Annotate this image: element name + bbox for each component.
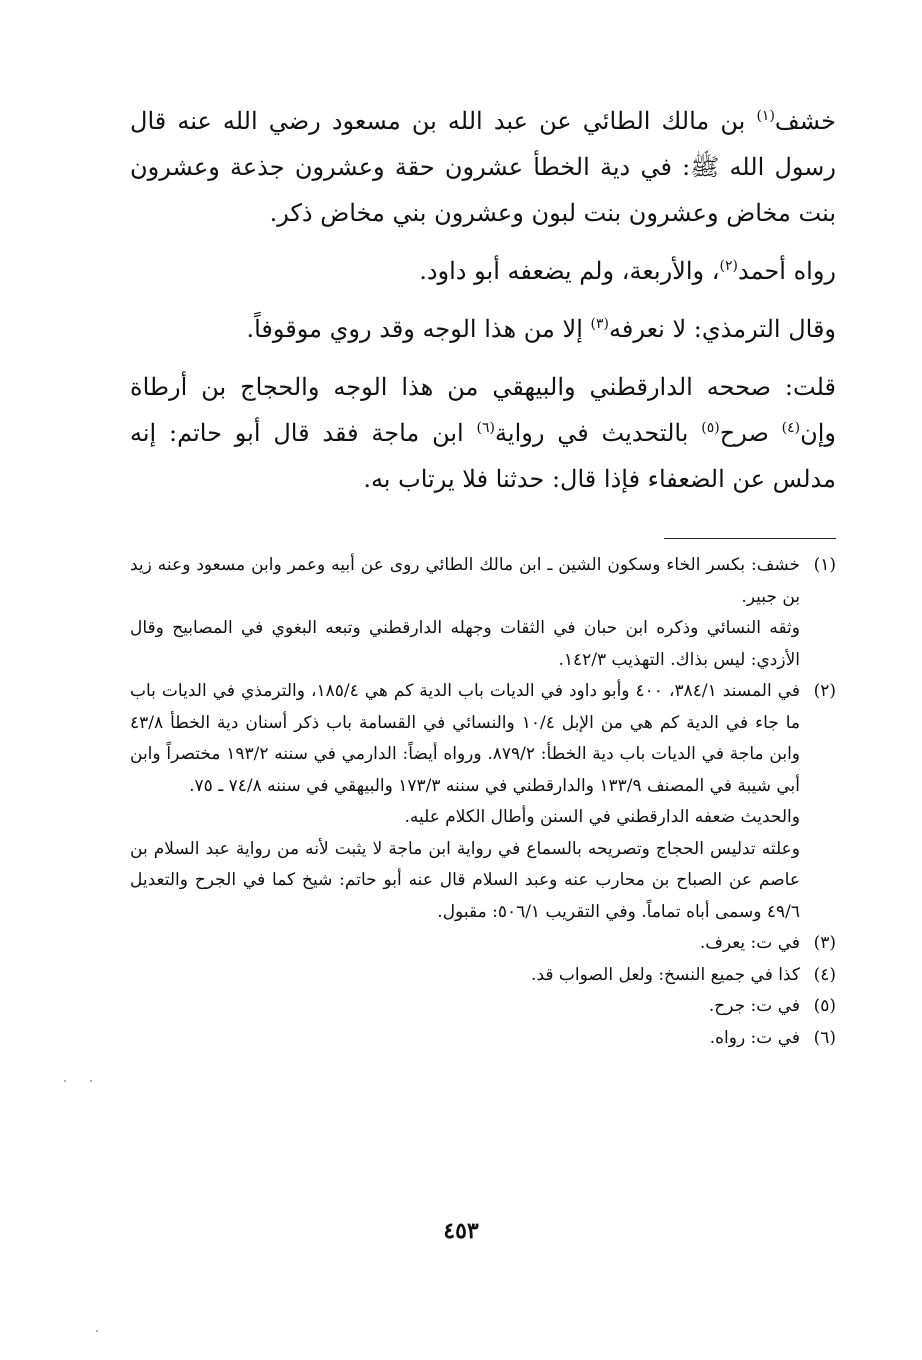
footnote-5 [130,991,836,1023]
paragraph-narration [130,248,836,294]
text-run: صرح [719,419,782,447]
text-run: رواه أحمد [737,257,836,285]
footnote-ref-1: (١) [756,108,775,124]
text-run: بالتحديث في رواية [495,419,702,447]
footnote-4 [130,960,836,992]
footnote-6 [130,1023,836,1055]
text-run: ابن ماجة فقد قال أبو حاتم: إنه مدلس عن الضعفاء فإذا قال: حدثنا فلا يرتاب به. [130,419,836,493]
footnote-ref-4: (٤) [781,420,801,436]
footnote-text: في المسند ٣٨٤/١، ٤٠٠ وأبو داود في الديات باب الدية كم هي ١٨٥/٤، والترمذي في الديات باب ما جاء في الدية كم هي من الإبل ١٠/٤ والنسائي في القسامة باب ذكر أسنان دية الخطأ ٤٣/٨ وابن ماجة في الديات باب دية الخطأ: ٨٧٩/٢. ورواه أيضاً: الدارمي في سننه ١٩٣/٢ مختصراً وابن أبي شيبة في المصنف ١٣٣/٩ والدارقطني في سننه ١٧٣/٣ والبيهقي في سننه ٧٤/٨ ـ ٧٥. [130,681,801,796]
footnote-text: في ت: رواه. [709,1027,800,1048]
footnote-number: (٥) [813,996,836,1016]
footnote-number: (٤) [813,964,836,985]
footnote-text: كذا في جميع النسخ: ولعل الصواب قد. [531,964,800,985]
footnote-1 [130,550,836,613]
scan-speck [90,1080,92,1082]
footnote-ref-6: (٦) [476,420,496,436]
footnote-text: في ت: جرح. [708,996,800,1016]
footnote-number: (٦) [813,1027,836,1048]
footnote-text: في ت: يعرف. [699,933,800,953]
paragraph-hadith [130,98,836,236]
footnote-ref-3: (٣) [590,316,609,332]
paragraph-comment [130,364,836,502]
footnote-text: خشف: بكسر الخاء وسكون الشين ـ ابن مالك الطائي روى عن أبيه وعمر وابن مسعود وعنه زيد بن جبير. [130,555,800,607]
text-run: خشف [774,107,836,135]
main-text [130,98,836,502]
paragraph-tirmidhi [130,306,836,352]
footnote-number: (١) [813,555,836,575]
scan-speck [64,1080,66,1082]
footnote-ref-5: (٥) [701,420,720,436]
page-number: ٤٥٣ [443,1218,479,1244]
footnote-2-continuation: والحديث ضعفه الدارقطني في السنن وأطال الكلام عليه. [404,807,800,827]
text-run: ، والأربعة، ولم يضعفه أبو داود. [419,257,720,285]
footnote-ref-2: (٢) [719,258,738,274]
footnote-1-continuation: وثقه النسائي وذكره ابن حبان في الثقات وجهله الدارقطني وتبعه البغوي في المصابيح وقال الأزدي: ليس بذاك. التهذيب ١٤٢/٣. [130,618,800,670]
text-run: بن مالك الطائي عن عبد الله بن مسعود رضي الله عنه قال رسول الله ﷺ: في دية الخطأ عشرون حقة وعشرون جذعة وعشرون بنت مخاض وعشرون بنت لبون وعشرون بني مخاض ذكر. [130,107,836,227]
footnote-2-continuation: وعلته تدليس الحجاج وتصريحه بالسماع في رواية ابن ماجة لا يثبت لأنه من رواية عبد السلام بن عاصم عن الصباح بن محارب عنه وعبد السلام قال عنه أبو حاتم: شيخ كما في الجرح والتعديل ٤٩/٦ وسمى أباه تماماً. وفي التقريب ٥٠٦/١: مقبول. [130,838,800,922]
footnote-divider [664,538,836,539]
footnotes [130,550,836,1054]
text-run: إلا من هذا الوجه وقد روي موقوفاً. [246,315,591,343]
footnote-3 [130,928,836,960]
footnote-number: (٢) [813,681,836,701]
footnote-number: (٣) [813,933,836,953]
text-run: قلت: صححه الدارقطني والبيهقي من هذا الوجه والحجاج بن أرطاة وإن [130,373,837,447]
text-run: وقال الترمذي: لا نعرفه [608,315,836,343]
scan-speck [96,1330,98,1332]
footnote-2 [130,676,836,802]
